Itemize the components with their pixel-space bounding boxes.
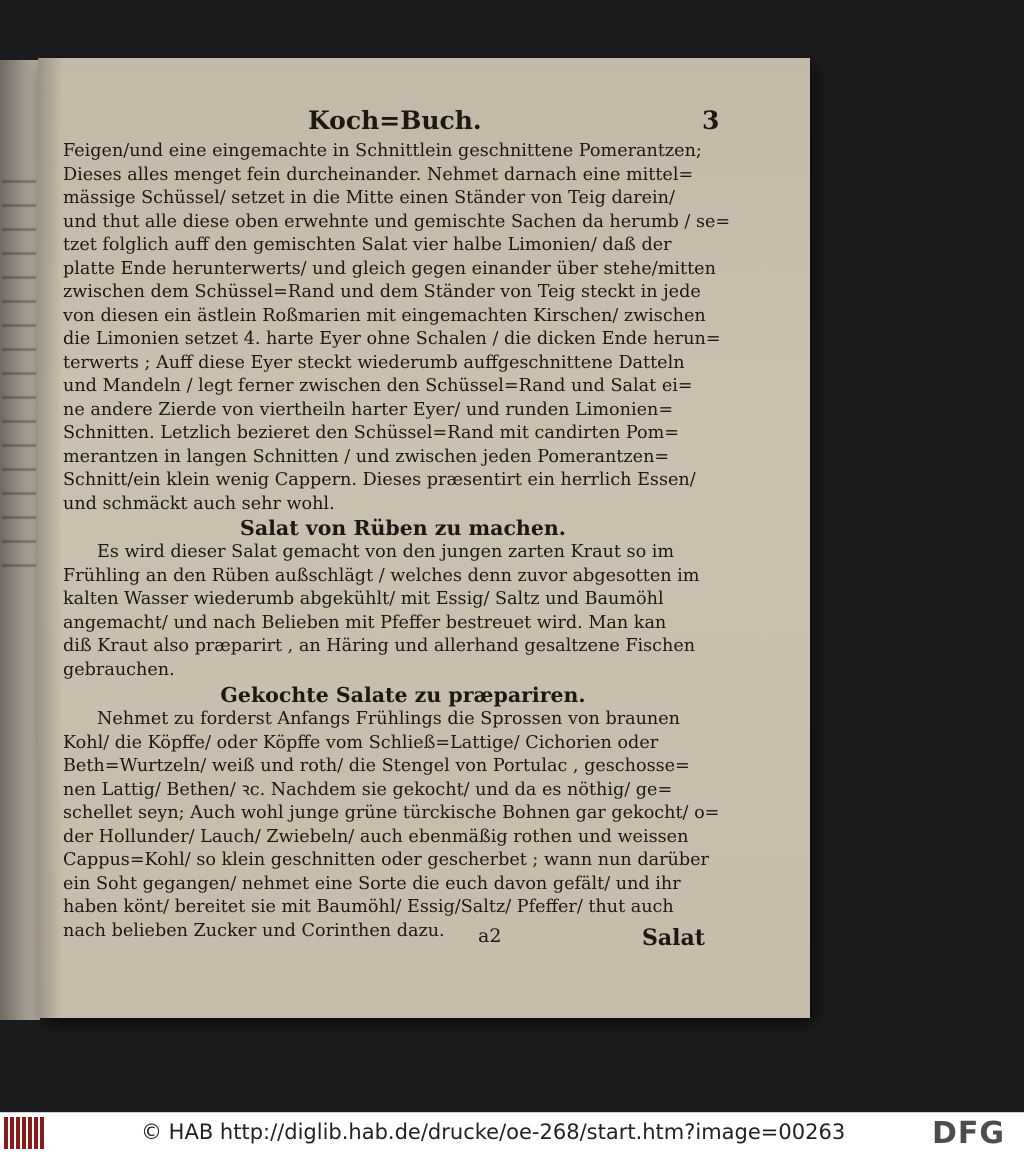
dfg-logo: DFG xyxy=(932,1116,1006,1151)
catchword: Salat xyxy=(642,925,705,951)
text-line: ein Soht gegangen/ nehmet eine Sorte die euch davon gefält/ und ihr xyxy=(63,873,681,894)
text-line: angemacht/ und nach Belieben mit Pfeffer bestreuet wird. Man kan xyxy=(63,612,667,633)
text-line: Es wird dieser Salat gemacht von den jungen zarten Kraut so im xyxy=(97,542,675,562)
previous-page-edge xyxy=(0,60,40,1020)
text-line: die Limonien setzet 4. harte Eyer ohne Schalen / die dicken Ende herun= xyxy=(63,329,721,349)
text-line: diß Kraut also præparirt , an Häring und allerhand gesaltzene Fischen xyxy=(63,636,696,656)
text-line: Dieses alles menget fein durcheinander. Nehmet darnach eine mittel= xyxy=(63,164,694,185)
hab-logo-icon xyxy=(4,1117,46,1149)
text-line: kalten Wasser wiederumb abgekühlt/ mit Essig/ Saltz und Baumöhl xyxy=(63,589,664,609)
section-heading-rueben-salat: Salat von Rüben zu machen. xyxy=(240,516,566,540)
text-line: der Hollunder/ Lauch/ Zwiebeln/ auch ebenmäßig rothen und weissen xyxy=(63,826,689,847)
page-number: 3 xyxy=(702,106,720,135)
page-body xyxy=(63,140,743,943)
text-line: und schmäckt auch sehr wohl. xyxy=(63,493,335,514)
text-line: Frühling an den Rüben außschlägt / welches denn zuvor abgesotten im xyxy=(63,565,700,586)
text-line: tzet folglich auff den gemischten Salat vier halbe Limonien/ daß der xyxy=(63,235,672,255)
text-line: schellet seyn; Auch wohl junge grüne türckische Bohnen gar gekocht/ o= xyxy=(63,803,720,823)
text-line: und Mandeln / legt ferner zwischen den Schüssel=Rand und Salat ei= xyxy=(63,376,693,396)
copyright-url: © HAB http://diglib.hab.de/drucke/oe-268/start.htm?image=00263 xyxy=(141,1120,846,1144)
text-line: mässige Schüssel/ setzet in die Mitte einen Ständer von Teig darein/ xyxy=(63,188,675,208)
text-line: Kohl/ die Köpffe/ oder Köpffe vom Schließ=Lattige/ Cichorien oder xyxy=(63,732,659,753)
previous-page-text-fragment xyxy=(2,180,36,580)
text-line: platte Ende herunterwerts/ und gleich gegen einander über stehe/mitten xyxy=(63,258,716,279)
signature-mark: a2 xyxy=(478,925,502,947)
text-line: nen Lattig/ Bethen/ ꝛc. Nachdem sie gekocht/ und da es nöthig/ ge= xyxy=(63,779,673,800)
section-heading-gekochte-salate: Gekochte Salate zu præpariren. xyxy=(220,683,586,707)
text-line: von diesen ein ästlein Roßmarien mit eingemachten Kirschen/ zwischen xyxy=(63,305,706,326)
text-line: Cappus=Kohl/ so klein geschnitten oder gescherbet ; wann nun darüber xyxy=(63,850,709,870)
book-page xyxy=(38,58,810,1018)
text-line: und thut alle diese oben erwehnte und gemischte Sachen da herumb / se= xyxy=(63,211,731,232)
text-line: nach belieben Zucker und Corinthen dazu. xyxy=(63,920,445,941)
running-head: Koch=Buch. xyxy=(308,106,482,135)
text-line: ne andere Zierde von viertheiln harter Eyer/ und runden Limonien= xyxy=(63,399,674,420)
viewer-footer xyxy=(0,1112,1024,1152)
text-line: haben könt/ bereitet sie mit Baumöhl/ Essig/Saltz/ Pfeffer/ thut auch xyxy=(63,897,674,917)
text-line: zwischen dem Schüssel=Rand und dem Ständer von Teig steckt in jede xyxy=(63,282,701,302)
text-line: Schnitten. Letzlich bezieret den Schüssel=Rand mit candirten Pom= xyxy=(63,423,680,443)
page-gutter-shadow xyxy=(38,58,62,1018)
text-line: Schnitt/ein klein wenig Cappern. Dieses præsentirt ein herrlich Essen/ xyxy=(63,470,696,490)
text-line: gebrauchen. xyxy=(63,659,175,680)
text-line: Feigen/und eine eingemachte in Schnittlein geschnittene Pomerantzen; xyxy=(63,141,702,161)
text-line: terwerts ; Auff diese Eyer steckt wiederumb auffgeschnittene Datteln xyxy=(63,352,685,373)
text-line: Nehmet zu forderst Anfangs Frühlings die Sprossen von braunen xyxy=(97,709,681,729)
text-line: merantzen in langen Schnitten / und zwischen jeden Pomerantzen= xyxy=(63,446,670,467)
text-line: Beth=Wurtzeln/ weiß und roth/ die Stengel von Portulac , geschosse= xyxy=(63,756,690,776)
